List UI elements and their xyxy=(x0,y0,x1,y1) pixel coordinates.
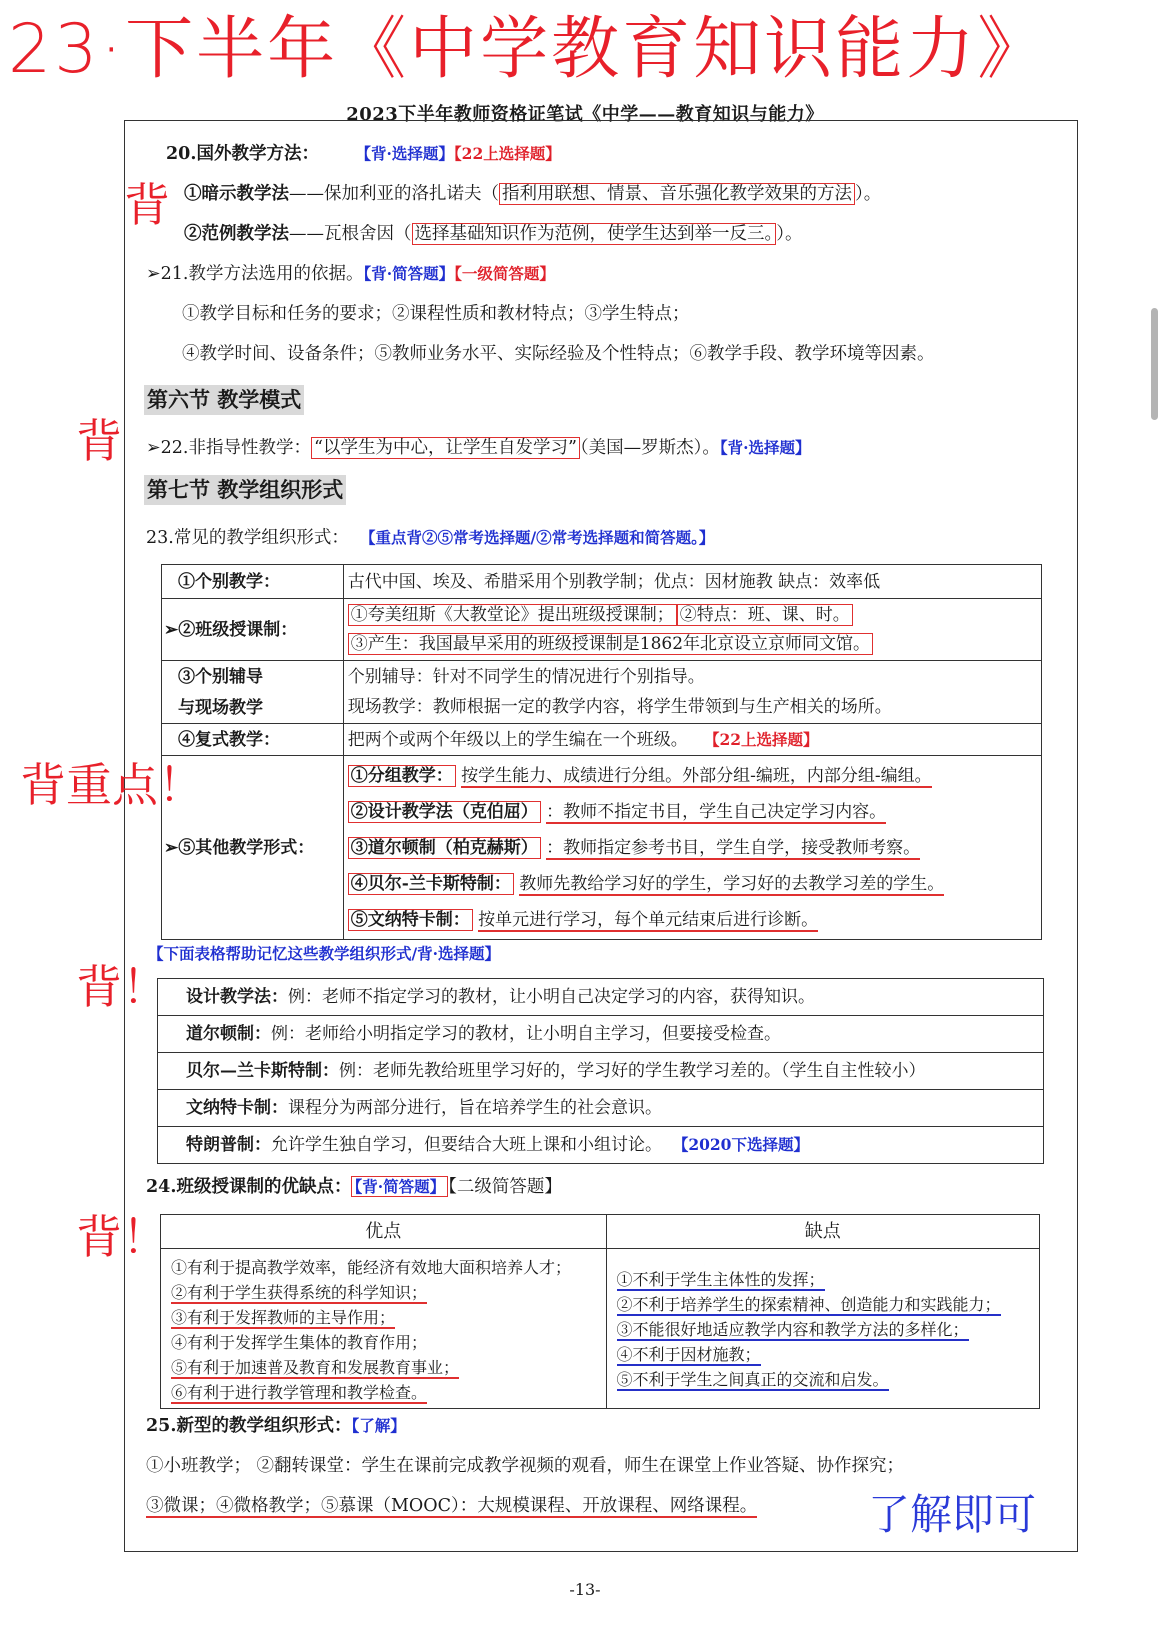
handwritten-note-6: 了解即可 xyxy=(868,1490,1037,1539)
q25-line-2-text: ③微课；④微格教学；⑤慕课（MOOC）：大规模课程、开放课程、网络课程。 xyxy=(146,1496,758,1516)
q24-title: 24.班级授课制的优缺点： xyxy=(146,1177,352,1197)
con-item: ①不利于学生主体性的发挥； xyxy=(616,1270,825,1289)
q25-line-2 xyxy=(146,1494,757,1518)
q25-tag: 【了解】 xyxy=(351,1416,406,1435)
memo-key: 特朗普制： xyxy=(186,1135,271,1155)
section-6-title: 第六节 教学模式 xyxy=(144,385,304,415)
table-row xyxy=(158,1127,1044,1164)
pro-item: ③有利于发挥教师的主导作用； xyxy=(171,1308,396,1327)
cons-cell xyxy=(606,1249,1039,1409)
table-row xyxy=(158,1090,1044,1127)
q22-author: （美国—罗斯杰）。 xyxy=(579,438,720,458)
memo-value: 例：老师不指定学习的教材，让小明自己决定学习的内容，获得知识。 xyxy=(288,987,815,1007)
q24-line xyxy=(146,1175,562,1199)
table-row xyxy=(161,1249,1040,1409)
pro-item: ①有利于提高教学效率，能经济有效地大面积培养人才； xyxy=(171,1258,572,1277)
item1-desc: 指利用联想、情景、音乐强化教学效果的方法 xyxy=(499,183,855,205)
memo-tag-2020: 【2020下选择题】 xyxy=(672,1135,809,1154)
r3-value-2: 现场教学：教师根据一定的教学内容，将学生带领到与生产相关的场所。 xyxy=(347,697,892,717)
q22-line xyxy=(146,436,811,460)
o2-value: ：教师不指定书目，学生自己决定学习内容。 xyxy=(546,801,887,822)
memo-cell xyxy=(158,979,1044,1016)
r2-text-c: ③产生：我国最早采用的班级授课制是1862年北京设立京师同文馆。 xyxy=(348,633,873,655)
pro-item: ④有利于发挥学生集体的教育作用； xyxy=(171,1333,428,1352)
q20-tag-2: 【22上选择题】 xyxy=(453,144,561,163)
q21-line xyxy=(146,262,555,286)
q23-tag: 【重点背②⑤常考选择题/②常考选择题和简答题。】 xyxy=(359,528,715,547)
q25-title: 25.新型的教学组织形式： xyxy=(146,1416,352,1436)
o5-value: 按单元进行学习，每个单元结束后进行诊断。 xyxy=(478,909,819,930)
table-row xyxy=(158,979,1044,1016)
scrollbar-thumb[interactable] xyxy=(1151,308,1158,420)
q20-tag-1: 【背·选择题】 xyxy=(355,144,454,163)
table-row xyxy=(162,661,1042,724)
q20-item-1 xyxy=(184,182,881,206)
pros-cons-table xyxy=(160,1214,1040,1409)
pro-item: ⑤有利于加速普及教育和发展教育事业； xyxy=(171,1358,460,1377)
con-item: ③不能很好地适应教学内容和教学方法的多样化； xyxy=(616,1320,969,1339)
memo-value: 课程分为两部分进行，旨在培养学生的社会意识。 xyxy=(288,1098,662,1118)
row-value: 古代中国、埃及、希腊采用个别教学制；优点：因材施教 缺点：效率低 xyxy=(343,565,1041,599)
r4-tag: 【22上选择题】 xyxy=(703,729,819,749)
row-key: ①个别教学： xyxy=(162,565,344,599)
cons-header: 缺点 xyxy=(606,1215,1039,1249)
row-key: ➢⑤其他教学形式： xyxy=(162,756,344,940)
row-key: ➢②班级授课制： xyxy=(162,599,344,661)
section-7-title: 第七节 教学组织形式 xyxy=(144,475,346,505)
q25-line xyxy=(146,1414,406,1438)
handwritten-note-3: 背重点！ xyxy=(20,758,204,812)
con-item: ⑤不利于学生之间真正的交流和启发。 xyxy=(616,1370,889,1389)
memo-tag: 【下面表格帮助记忆这些教学组织形式/背·选择题】 xyxy=(148,944,501,963)
handwritten-note-4: 背！ xyxy=(76,960,168,1014)
pros-header: 优点 xyxy=(161,1215,607,1249)
memo-cell xyxy=(158,1090,1044,1127)
r4-value: 把两个或两个年级以上的学生编在一个班级。 xyxy=(347,729,688,750)
memo-key: 贝尔—兰卡斯特制： xyxy=(186,1061,339,1081)
q21-tag-2: 【一级简答题】 xyxy=(454,264,555,283)
o3-key: ③道尔顿制（柏克赫斯） xyxy=(348,837,541,859)
table-row xyxy=(161,1215,1040,1249)
q21-title: ➢21.教学方法选用的依据。 xyxy=(146,264,364,284)
q20-item-2 xyxy=(184,222,803,246)
page-number: -13- xyxy=(569,1580,601,1599)
memo-key: 文纳特卡制： xyxy=(186,1098,288,1118)
row-key xyxy=(162,661,344,724)
memo-cell xyxy=(158,1016,1044,1053)
q22-tag: 【背·选择题】 xyxy=(719,438,811,457)
document-header: 2023下半年教师资格证笔试《中学——教育知识与能力》 xyxy=(346,104,824,125)
r3-key-2: 与现场教学 xyxy=(178,698,263,718)
pro-item: ⑥有利于进行教学管理和教学检查。 xyxy=(171,1383,428,1402)
o4-key: ④贝尔-兰卡斯特制： xyxy=(348,873,514,895)
memo-key: 设计教学法： xyxy=(186,987,288,1007)
pro-item: ②有利于学生获得系统的科学知识； xyxy=(171,1283,428,1302)
q24-tag-1: 【背·简答题】 xyxy=(351,1176,448,1197)
item1-end: ）。 xyxy=(855,184,882,204)
q20-line xyxy=(166,142,561,166)
row-value xyxy=(343,724,1041,756)
o3-value: ：教师指定参考书目，学生自学，接受教师考察。 xyxy=(546,837,921,858)
r2-text-b: ②特点：班、课、时。 xyxy=(677,604,853,626)
q21-line-1: ①教学目标和任务的要求；②课程性质和教材特点；③学生特点； xyxy=(182,304,690,324)
item2-name: ②范例教学法 xyxy=(184,224,289,244)
memo-key: 道尔顿制： xyxy=(186,1024,271,1044)
q20-title: 20.国外教学方法： xyxy=(166,144,319,164)
item1-name: ①暗示教学法 xyxy=(184,184,289,204)
q21-tag-1: 【背·简答题】 xyxy=(363,264,455,283)
row-key: ④复式教学： xyxy=(162,724,344,756)
memo-value: 例：老师给小明指定学习的教材，让小明自主学习，但要接受检查。 xyxy=(271,1024,781,1044)
o2-key: ②设计教学法（克伯屈） xyxy=(348,801,541,823)
handwritten-note-2: 背 xyxy=(76,414,122,468)
table-row xyxy=(158,1053,1044,1090)
table-row xyxy=(162,756,1042,940)
con-item: ②不利于培养学生的探索精神、创造能力和实践能力； xyxy=(616,1295,1001,1314)
handwritten-title: 23·下半年《中学教育知识能力》 xyxy=(8,10,1049,89)
memo-value: 允许学生独自学习，但要结合大班上课和小组讨论。 xyxy=(271,1135,662,1155)
item2-author: ——瓦根舍因（ xyxy=(289,224,412,244)
q23-line xyxy=(146,526,714,550)
q23-title: 23.常见的教学组织形式： xyxy=(146,528,349,548)
handwritten-note-1: 背 xyxy=(124,178,170,232)
con-item: ④不利于因材施教； xyxy=(616,1345,761,1364)
memo-cell xyxy=(158,1127,1044,1164)
item2-end: ）。 xyxy=(776,224,803,244)
o1-value: 按学生能力、成绩进行分组。外部分组-编班，内部分组-编组。 xyxy=(461,765,932,786)
table-row xyxy=(162,599,1042,661)
o1-key: ①分组教学： xyxy=(348,765,456,787)
memo-tag-line xyxy=(148,942,500,966)
table-row xyxy=(162,724,1042,756)
item2-desc: 选择基础知识作为范例，使学生达到举一反三。 xyxy=(412,223,777,245)
memo-cell xyxy=(158,1053,1044,1090)
q25-line-1: ①小班教学； ②翻转课堂：学生在课前完成教学视频的观看，师生在课堂上作业答疑、协作探究； xyxy=(146,1456,905,1476)
handwritten-note-5: 背！ xyxy=(76,1210,168,1264)
r3-key-1: ③个别辅导 xyxy=(178,667,263,687)
row-value xyxy=(343,661,1041,724)
row-value xyxy=(343,756,1041,940)
q22-desc: “以学生为中心，让学生自发学习” xyxy=(311,437,580,459)
o4-value: 教师先教给学习好的学生，学习好的去教学习差的学生。 xyxy=(519,873,945,894)
pros-cell xyxy=(161,1249,607,1409)
q24-tag-2: 【二级简答题】 xyxy=(448,1177,562,1197)
table-row xyxy=(158,1016,1044,1053)
item1-author: ——保加利亚的洛扎诺夫（ xyxy=(289,184,499,204)
organization-forms-table xyxy=(161,564,1042,940)
table-row xyxy=(162,565,1042,599)
r3-value-1: 个别辅导：针对不同学生的情况进行个别指导。 xyxy=(347,667,705,687)
q21-line-2: ④教学时间、设备条件；⑤教师业务水平、实际经验及个性特点；⑥教学手段、教学环境等因素。 xyxy=(182,344,935,364)
memo-table xyxy=(157,978,1044,1164)
q22-title: ➢22.非指导性教学： xyxy=(146,438,311,458)
row-value xyxy=(343,599,1041,661)
memo-value: 例：老师先教给班里学习好的，学习好的学生教学习差的。（学生自主性较小） xyxy=(339,1061,926,1081)
r2-text-a: ①夸美纽斯《大教堂论》提出班级授课制； xyxy=(348,604,677,626)
o5-key: ⑤文纳特卡制： xyxy=(348,909,473,931)
